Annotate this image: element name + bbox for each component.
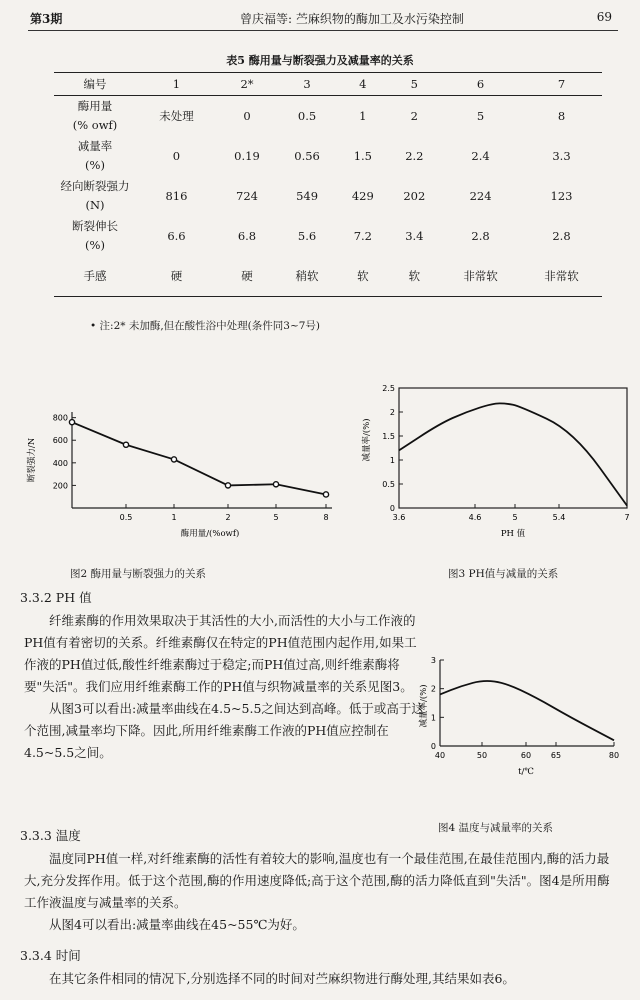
table-cell: 123 [550, 189, 573, 203]
issue-number: 第3期 [30, 12, 63, 26]
header-title: 苎麻织物的酶加工及水污染控制 [295, 12, 464, 26]
table-cell: 非常软 [521, 256, 602, 297]
row-label-main: 经向断裂强力 [60, 179, 130, 193]
table-cell: 软 [337, 256, 389, 297]
table-cell: 5 [476, 109, 485, 123]
table-col-header: 6 [440, 73, 521, 96]
y-tick-label: 2 [430, 684, 436, 694]
page-number: 69 [596, 10, 612, 24]
x-tick-label: 5 [273, 513, 279, 522]
table-cell: 429 [351, 189, 374, 203]
section-3-3-3-title: 3.3.3 温度 [20, 828, 81, 843]
table-cell: 硬 [217, 256, 277, 297]
x-axis-label: PH 值 [500, 529, 526, 539]
x-tick-label: 60 [520, 751, 532, 760]
table-cell: 3.4 [405, 229, 424, 243]
table-cell: 0.5 [297, 109, 317, 123]
table-cell: 3.3 [552, 149, 571, 163]
running-header [0, 8, 640, 30]
x-tick-label: 7 [624, 513, 630, 522]
table-note: • 注:2* 未加酶,但在酸性浴中处理(条件同3~7号) [90, 320, 321, 332]
x-tick-label: 0.5 [119, 513, 133, 522]
table-cell: 非常软 [440, 256, 521, 297]
series-line [72, 422, 326, 494]
x-tick-label: 40 [434, 751, 446, 760]
x-tick-label: 5 [512, 513, 518, 522]
table-cell: 硬 [136, 256, 217, 297]
article-header [240, 10, 464, 27]
table-cell: 224 [469, 189, 492, 203]
x-tick-label: 50 [476, 751, 488, 760]
data-point [171, 457, 176, 462]
x-tick-label: 8 [323, 513, 329, 522]
table-row [54, 256, 602, 297]
data-point [273, 482, 278, 487]
x-axis-label: t/℃ [518, 767, 534, 777]
table-cell: 2.4 [471, 149, 490, 163]
table-col-header: 1 [136, 73, 217, 96]
table-header-label: 编号 [54, 73, 136, 96]
y-tick-label: 0.5 [382, 480, 395, 489]
table-cell: 软 [389, 256, 441, 297]
header-authors: 曾庆福等: [240, 12, 293, 26]
figure-3-chart [355, 380, 635, 540]
table-col-header: 7 [521, 73, 602, 96]
row-label-main: 手感 [83, 268, 107, 283]
section-3-3-4-title: 3.3.4 时间 [20, 948, 81, 963]
table-cell: 816 [165, 189, 188, 203]
y-tick-label: 800 [52, 413, 68, 423]
table-col-header: 4 [337, 73, 389, 96]
table-title: 表5 酶用量与断裂强力及减量率的关系 [226, 54, 414, 67]
table-cell: 0 [172, 149, 181, 163]
table-col-header: 2* [217, 73, 277, 96]
row-label-main: 减量率 [77, 139, 113, 153]
table-row [54, 176, 602, 216]
y-tick-label: 1.5 [382, 432, 395, 441]
data-point [69, 420, 74, 425]
y-tick-label: 3 [430, 656, 436, 665]
y-tick-label: 1 [430, 713, 436, 723]
series-line [440, 681, 614, 740]
section-3-3-4-body [24, 968, 620, 990]
table-col-header: 3 [277, 73, 337, 96]
paragraph: 在其它条件相同的情况下,分别选择不同的时间对苎麻织物进行酶处理,其结果如表6。 [49, 971, 515, 986]
row-label [54, 176, 136, 216]
table-cell: 202 [403, 189, 426, 203]
row-label-unit: (%) [85, 238, 105, 252]
x-axis-label: 酶用量/(%owf) [180, 529, 240, 539]
table-cell: 未处理 [159, 109, 194, 123]
table-cell: 1 [359, 109, 367, 123]
row-label-unit: (% owf) [72, 118, 118, 132]
row-label [54, 136, 136, 176]
header-rule [28, 30, 618, 31]
table-header-row [54, 73, 602, 96]
table-cell: 0.56 [294, 149, 320, 163]
x-tick-label: 65 [550, 751, 562, 760]
section-3-3-2-body [24, 610, 424, 764]
y-tick-label: 200 [52, 481, 68, 491]
table-cell: 8 [557, 109, 566, 123]
table-cell: 7.2 [353, 229, 372, 243]
table-cell: 0 [243, 109, 251, 123]
data-point [225, 483, 230, 488]
y-axis-label: 断裂强力/N [27, 437, 37, 483]
paragraph: 从图3可以看出:减量率曲线在4.5~5.5之间达到高峰。低于或高于这个范围,减量率均下降。因此,所用纤维素酶工作液的PH值应控制在4.5~5.5之间。 [24, 701, 424, 760]
table-cell: 549 [296, 189, 319, 203]
y-tick-label: 2.5 [382, 384, 395, 393]
figure-2-chart [20, 400, 340, 550]
y-axis-label: 减量率/(%) [362, 418, 372, 462]
y-tick-label: 0 [389, 504, 395, 513]
data-point [123, 442, 128, 447]
table-cell: 2.8 [552, 229, 571, 243]
table-cell: 724 [236, 189, 258, 203]
paragraph: 从图4可以看出:减量率曲线在45~55℃为好。 [49, 917, 305, 932]
table-row [54, 136, 602, 176]
table-cell: 6.8 [237, 229, 257, 243]
paragraph: 纤维素酶的作用效果取决于其活性的大小,而活性的大小与工作液的PH值有着密切的关系。纤维素酶仅在特定的PH值范围内起作用,如果工作液的PH值过低,酸性纤维素酶过于稳定;而PH值过高,则纤维素酶将要"失活"。我们应用纤维素酶工作的PH值与织物减量率的关系见图3。 [24, 613, 417, 694]
x-tick-label: 1 [171, 513, 177, 522]
row-label [54, 96, 136, 137]
y-tick-label: 400 [52, 458, 68, 468]
row-label-unit: (N) [85, 198, 105, 212]
table-5 [54, 72, 602, 297]
table-cell: 6.6 [167, 229, 186, 243]
figure-2-caption: 图2 酶用量与断裂强力的关系 [70, 568, 207, 580]
figure-4-chart [418, 650, 624, 780]
plot-frame [399, 388, 627, 508]
x-tick-label: 5.4 [552, 513, 566, 522]
x-tick-label: 4.6 [468, 513, 482, 522]
y-tick-label: 1 [389, 456, 395, 465]
table-cell: 5.6 [297, 229, 317, 243]
y-tick-label: 600 [52, 436, 68, 446]
table-cell: 2.8 [471, 229, 490, 243]
row-label [54, 216, 136, 256]
table-cell: 0.19 [234, 149, 260, 163]
row-label-main: 酶用量 [77, 99, 113, 113]
series-line [399, 403, 627, 505]
x-tick-label: 3.6 [392, 513, 406, 522]
section-3-3-3-body [24, 848, 620, 936]
y-tick-label: 2 [389, 408, 395, 417]
section-3-3-2-title: 3.3.2 PH 值 [20, 590, 92, 605]
table-cell: 2.2 [405, 149, 424, 163]
table-cell: 稍软 [277, 256, 337, 297]
figure-3-caption: 图3 PH值与减量的关系 [448, 568, 559, 580]
row-label-unit: (%) [85, 158, 105, 172]
data-point [323, 492, 328, 497]
y-axis-label: 减量率/(%) [419, 684, 429, 728]
x-tick-label: 80 [608, 751, 620, 760]
table-row [54, 216, 602, 256]
table-cell: 2 [410, 109, 418, 123]
y-tick-label: 0 [430, 742, 436, 751]
figure-4-caption: 图4 温度与减量率的关系 [438, 822, 554, 834]
table-col-header: 5 [389, 73, 441, 96]
paragraph: 温度同PH值一样,对纤维素酶的活性有着较大的影响,温度也有一个最佳范围,在最佳范围内,酶的活力最大,充分发挥作用。低于这个范围,酶的作用速度降低;高于这个范围,酶的活力降低直到"失活"。图4是所用酶工作液温度与减量率的关系。 [24, 851, 610, 910]
row-label-main: 断裂伸长 [72, 219, 118, 233]
row-label [54, 256, 136, 297]
table-cell: 1.5 [353, 149, 372, 163]
x-tick-label: 2 [225, 513, 231, 522]
table-row [54, 96, 602, 137]
